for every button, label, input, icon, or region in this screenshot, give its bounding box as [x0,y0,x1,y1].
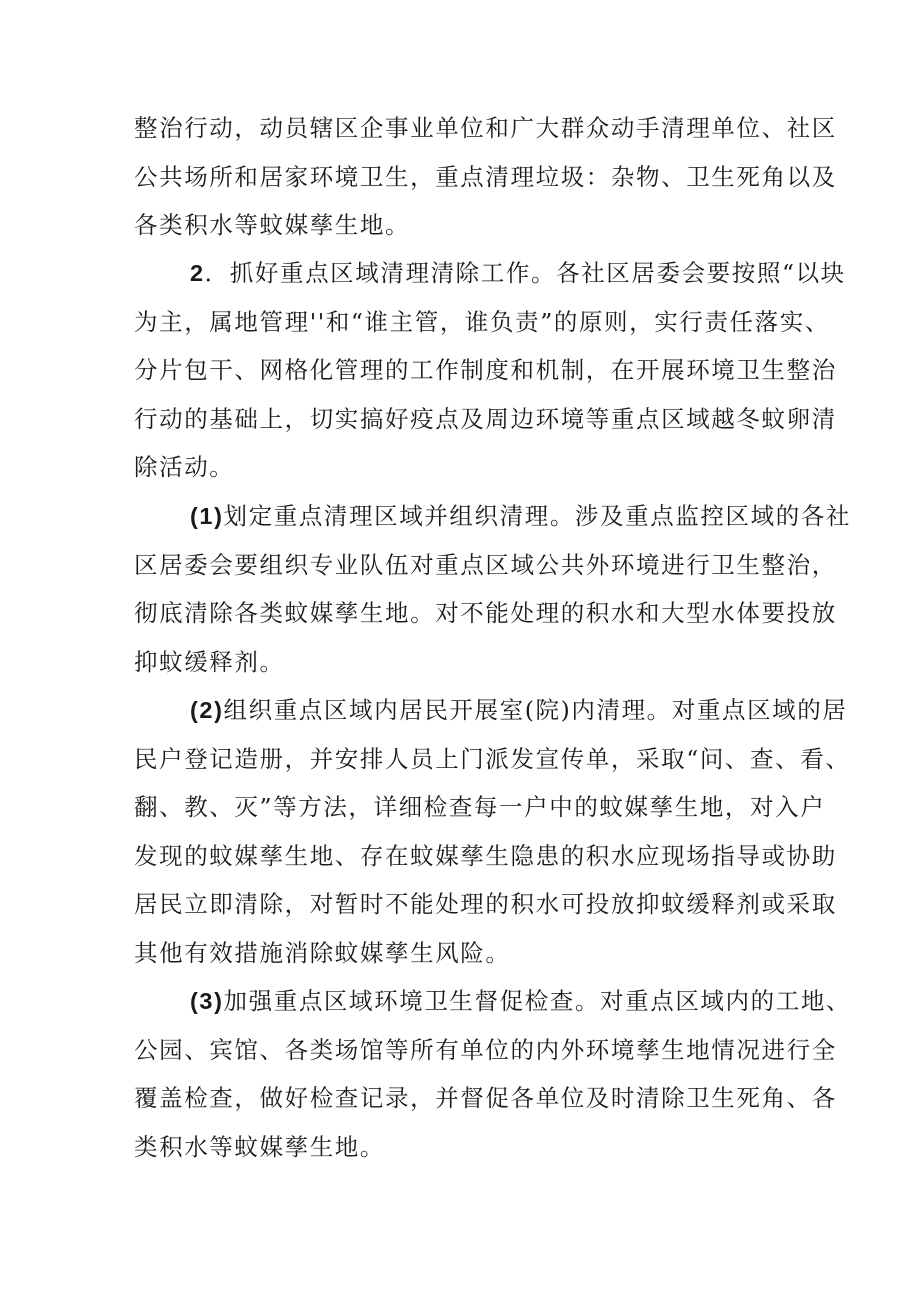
paragraph-line: 翻、教、灭”等方法，详细检查每一户中的蚊媒孳生地，对入户 [134,793,826,821]
paragraph-item-2 [134,249,846,492]
paragraph-first-line [134,249,846,298]
paragraph-line: 类积水等蚊媒孳生地。 [134,1132,385,1161]
paragraph-first-line [134,492,852,541]
paragraph-line: 居民立即清除，对暂时不能处理的积水可投放抑蚊缓释剂或采取 [134,890,837,918]
paragraph-first-line [134,686,848,735]
paragraph-line: 组织重点区域内居民开展室(院)内清理。对重点区域的居 [223,696,848,724]
item-number: 2 [190,260,205,286]
paragraph-line: 发现的蚊媒孳生地、存在蚊媒孳生隐患的积水应现场指导或协助 [134,841,837,870]
paragraph-line: 各类积水等蚊媒孳生地。 [134,211,411,239]
paragraph-item-3-sub [134,977,852,1171]
paragraph-line: 加强重点区域环境卫生督促检查。对重点区域内的工地、 [223,987,852,1015]
paragraph-line: 公园、宾馆、各类场馆等所有单位的内外环境孳生地情况进行全 [134,1035,837,1064]
paragraph-line: 覆盖检查，做好检查记录，并督促各单位及时清除卫生死角、各 [134,1084,837,1112]
item-number: (3) [190,988,224,1014]
paragraph-line: 划定重点清理区域并组织清理。涉及重点监控区域的各社 [223,502,852,530]
paragraph-continuation [134,104,837,250]
paragraph-line: 行动的基础上，切实搞好疫点及周边环境等重点区域越冬蚊卵清 [134,404,837,433]
paragraph-line: 除活动。 [134,453,235,481]
item-number: (2) [190,697,224,723]
paragraph-line: 抑蚊缓释剂。 [134,647,285,676]
paragraph-line: 民户登记造册，并安排人员上门派发宣传单，采取“问、查、看、 [134,744,851,773]
paragraph-line: 其他有效措施消除蚊媒孳生风险。 [134,938,511,967]
paragraph-line: 整治行动，动员辖区企事业单位和广大群众动手清理单位、社区 [134,114,837,142]
paragraph-line: 区居委会要组织专业队伍对重点区域公共外环境进行卫生整治， [134,550,837,579]
paragraph-item-1 [134,492,852,686]
paragraph-line: 分片包干、网格化管理的工作制度和机制，在开展环境卫生整治 [134,356,837,384]
paragraph-first-line [134,977,852,1026]
paragraph-line: 为主，属地管理''和“谁主管，谁负责”的原则，实行责任落实、 [134,307,830,336]
paragraph-line: ．抓好重点区域清理清除工作。各社区居委会要按照“以块 [204,259,846,287]
paragraph-item-2-sub [134,686,851,977]
paragraph-line: 彻底清除各类蚊媒孳生地。对不能处理的积水和大型水体要投放 [134,599,837,627]
item-number: (1) [190,503,224,529]
paragraph-line: 公共场所和居家环境卫生，重点清理垃圾：杂物、卫生死角以及 [134,162,837,191]
